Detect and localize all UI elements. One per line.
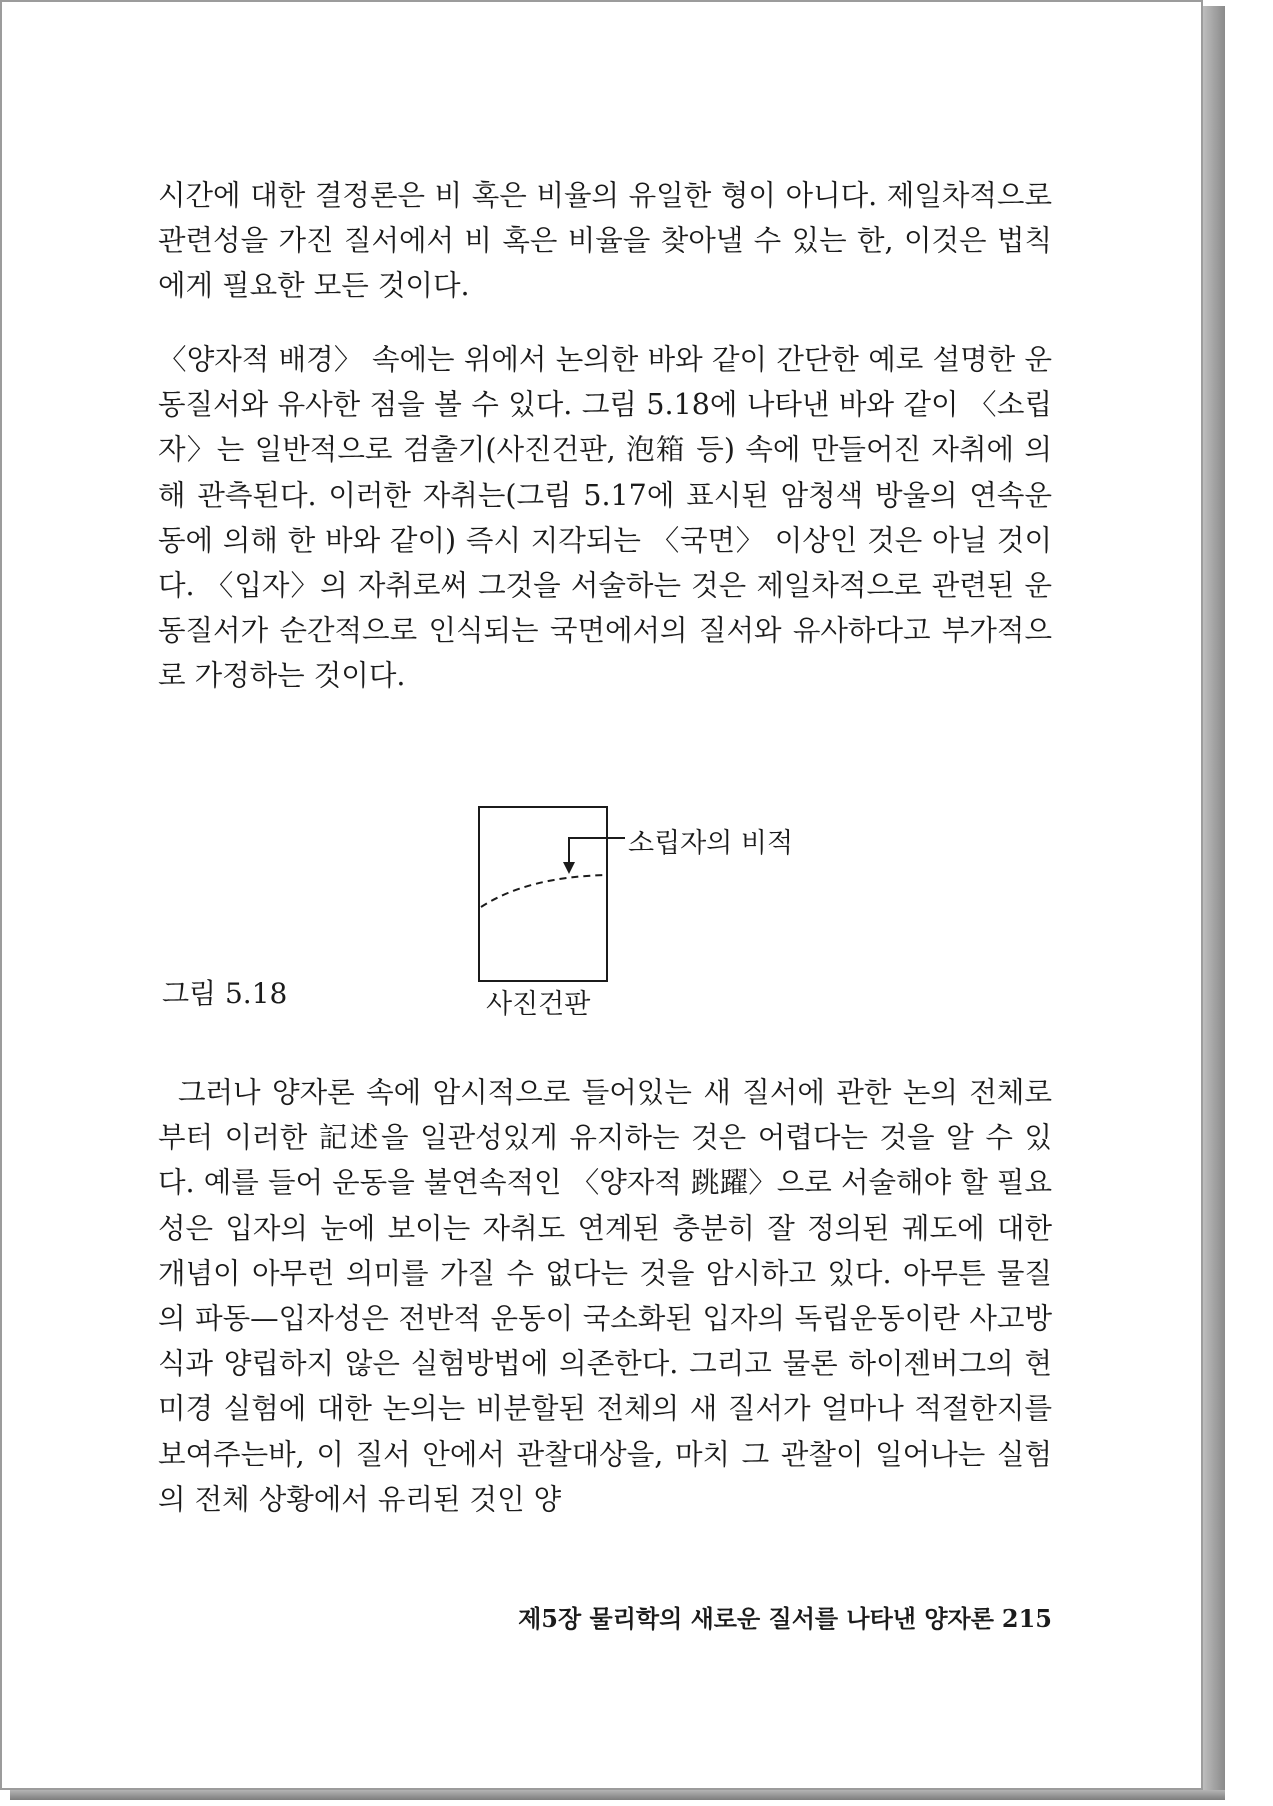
paragraph-2: 〈양자적 배경〉 속에는 위에서 논의한 바와 같이 간단한 예로 설명한 운동질서와 유사한 점을 볼 수 있다. 그림 5.18에 나타낸 바와 같이 〈소립자〉는 일반적으로 검출기(사진건판, 泡箱 등) 속에 만들어진 자취에 의해 관측된다. 이러한 자취는(그림 5.17에 표시된 암청색 방울의 연속운동에 의해 한 바와 같이) 즉시 지각되는 〈국면〉 이상인 것은 아닐 것이다. 〈입자〉의 자취로써 그것을 서술하는 것은 제일차적으로 관련된 운동질서가 순간적으로 인식되는 국면에서의 질서와 유사하다고 부가적으로 가정하는 것이다. xyxy=(158,343,1052,693)
arrow-head-icon xyxy=(563,862,575,874)
page-number: 215 xyxy=(1001,1604,1052,1633)
callout-arrow-line xyxy=(569,838,625,868)
figure-plate-label: 사진건판 xyxy=(486,989,591,1020)
particle-track-diagram xyxy=(467,822,627,922)
paragraph-3: 그러나 양자론 속에 암시적으로 들어있는 새 질서에 관한 논의 전체로부터 이러한 記述을 일관성있게 유지하는 것은 어렵다는 것을 알 수 있다. 예를 들어 운동을 불연속적인 〈양자적 跳躍〉으로 서술해야 할 필요성은 입자의 눈에 보이는 자취도 연계된 충분히 잘 정의된 궤도에 대한 개념이 아무런 의미를 가질 수 없다는 것을 암시하고 있다. 아무튼 물질의 파동—입자성은 전반적 운동이 국소화된 입자의 독립운동이란 사고방식과 양립하지 않은 실험방법에 의존한다. 그리고 물론 하이젠버그의 현미경 실험에 대한 논의는 비분할된 전체의 새 질서가 얼마나 적절한지를 보여주는바, 이 질서 안에서 관찰대상을, 마치 그 관찰이 일어나는 실험의 전체 상황에서 유리된 것인 양 xyxy=(158,1076,1052,1516)
page-footer xyxy=(462,1602,1052,1636)
page-edge-shadow xyxy=(1203,6,1225,1790)
particle-track-line xyxy=(481,875,606,907)
page-bottom-shadow xyxy=(10,1790,1225,1800)
figure-caption: 그림 5.18 xyxy=(162,977,288,1010)
figure-callout-label: 소립자의 비적 xyxy=(628,828,794,859)
paragraph-1: 시간에 대한 결정론은 비 혹은 비율의 유일한 형이 아니다. 제일차적으로 관련성을 가진 질서에서 비 혹은 비율을 찾아낼 수 있는 한, 이것은 법칙에게 필요한 모든 것이다. xyxy=(158,179,1052,303)
chapter-title: 제5장 물리학의 새로운 질서를 나타낸 양자론 xyxy=(518,1604,994,1633)
